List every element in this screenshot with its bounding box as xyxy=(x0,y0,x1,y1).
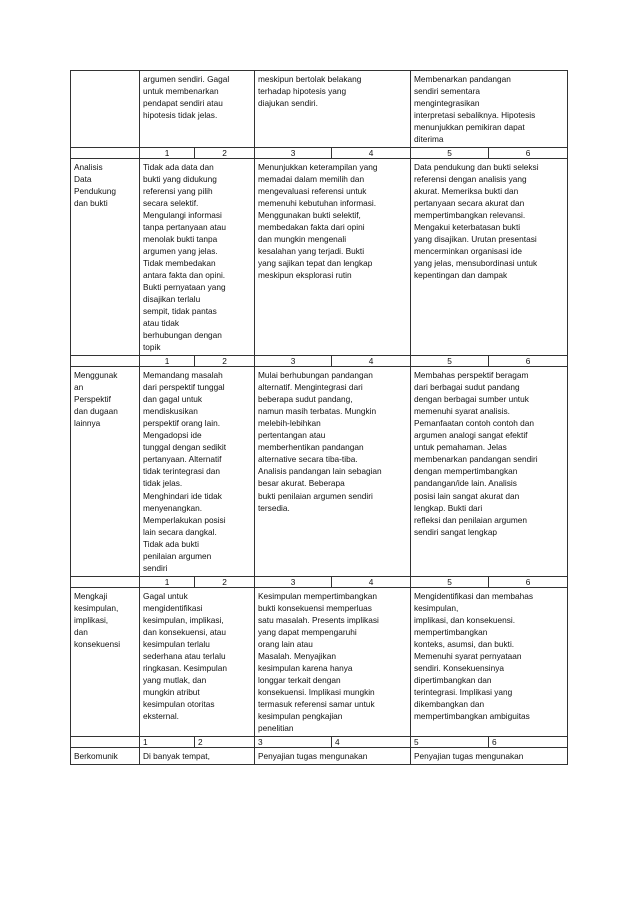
table-row xyxy=(71,747,568,764)
criterion-cell: Menggunak an Perspektif dan dugaan lainnya xyxy=(71,367,140,576)
table-row xyxy=(71,159,568,356)
score-cell: 4 xyxy=(332,148,411,159)
descriptor-mid: Menunjukkan keterampilan yang memadai dalam memilih dan mengevaluasi referensi untuk memenuhi kebutuhan informasi. Menggunakan bukti selektif, membedakan fakta dari opini dan mungkin mengenali kesalahan yang terjadi. Bukti yang sajikan tepat dan lengkap meskipun eksplorasi rutin xyxy=(255,159,411,356)
score-spacer xyxy=(71,356,140,367)
score-cell: 1 xyxy=(140,736,195,747)
score-cell: 1 xyxy=(140,576,195,587)
score-spacer xyxy=(71,148,140,159)
score-row xyxy=(71,356,568,367)
descriptor-low: Di banyak tempat, xyxy=(140,747,255,764)
score-cell: 6 xyxy=(489,576,568,587)
score-cell: 5 xyxy=(411,736,489,747)
table-row xyxy=(71,71,568,148)
score-cell: 3 xyxy=(255,576,332,587)
score-row xyxy=(71,736,568,747)
score-cell: 5 xyxy=(411,576,489,587)
score-cell: 4 xyxy=(332,576,411,587)
descriptor-mid: meskipun bertolak belakang terhadap hipotesis yang diajukan sendiri. xyxy=(255,71,411,148)
table-row xyxy=(71,587,568,736)
descriptor-mid: Mulai berhubungan pandangan alternatif. Mengintegrasi dari beberapa sudut pandang, namun masih terbatas. Mungkin melebih-lebihkan pertentangan atau memberhentikan pandangan alternative secara tiba-tiba. Analisis pandangan lain sebagian besar akurat. Beberapa bukti penilaian argumen sendiri tersedia. xyxy=(255,367,411,576)
descriptor-mid: Penyajian tugas mengunakan xyxy=(255,747,411,764)
descriptor-high: Penyajian tugas mengunakan xyxy=(411,747,568,764)
score-cell: 2 xyxy=(195,148,255,159)
score-cell: 1 xyxy=(140,148,195,159)
rubric-body xyxy=(71,71,568,765)
score-cell: 1 xyxy=(140,356,195,367)
score-cell: 4 xyxy=(332,356,411,367)
criterion-cell: Analisis Data Pendukung dan bukti xyxy=(71,159,140,356)
score-cell: 3 xyxy=(255,736,332,747)
descriptor-high: Membahas perspektif beragam dari berbagai sudut pandang dengan berbagai sumber untuk memenuhi syarat analisis. Pemanfaatan contoh contoh dan argumen analogi sangat efektif untuk pemahaman. Jelas membenarkan pandangan sendiri dengan mempertimbangkan pandangan/ide lain. Analisis posisi lain sangat akurat dan lengkap. Bukti dari refleksi dan penilaian argumen sendiri sangat lengkap xyxy=(411,367,568,576)
descriptor-high: Data pendukung dan bukti seleksi referensi dengan analisis yang akurat. Memeriksa bukti dan pertanyaan secara akurat dan mempertimbangkan relevansi. Mengakui keterbatasan bukti yang disajikan. Urutan presentasi mencerminkan organisasi ide yang jelas, mensubordinasi untuk kepentingan dan dampak xyxy=(411,159,568,356)
descriptor-low: Gagal untuk mengidentifikasi kesimpulan, implikasi, dan konsekuensi, atau kesimpulan terlalu sederhana atau terlalu ringkasan. Kesimpulan yang mutlak, dan mungkin atribut kesimpulan otoritas eksternal. xyxy=(140,587,255,736)
score-cell: 5 xyxy=(411,356,489,367)
score-cell: 2 xyxy=(195,356,255,367)
score-cell: 3 xyxy=(255,356,332,367)
criterion-cell: Berkomunik xyxy=(71,747,140,764)
score-spacer xyxy=(71,576,140,587)
descriptor-low: Tidak ada data dan bukti yang didukung referensi yang pilih secara selektif. Mengulangi informasi tanpa pertanyaan atau menolak bukti tanpa argumen yang jelas. Tidak membedakan antara fakta dan opini. Bukti pernyataan yang disajikan terlalu sempit, tidak pantas atau tidak berhubungan dengan topik xyxy=(140,159,255,356)
score-spacer xyxy=(71,736,140,747)
descriptor-low: Memandang masalah dari perspektif tunggal dan gagal untuk mendiskusikan perspektif orang lain. Mengadopsi ide tunggal dengan sedikit pertanyaan. Alternatif tidak terintegrasi dan tidak jelas. Menghindari ide tidak menyenangkan. Memperlakukan posisi lain secara dangkal. Tidak ada bukti penilaian argumen sendiri xyxy=(140,367,255,576)
table-row xyxy=(71,367,568,576)
criterion-cell xyxy=(71,71,140,148)
criterion-cell: Mengkaji kesimpulan, implikasi, dan konsekuensi xyxy=(71,587,140,736)
score-cell: 5 xyxy=(411,148,489,159)
score-row xyxy=(71,576,568,587)
rubric-table xyxy=(70,70,568,765)
score-row xyxy=(71,148,568,159)
score-cell: 6 xyxy=(489,356,568,367)
descriptor-high: Membenarkan pandangan sendiri sementara mengintegrasikan interpretasi sebaliknya. Hipotesis menunjukkan pemikiran dapat diterima xyxy=(411,71,568,148)
score-cell: 4 xyxy=(332,736,411,747)
descriptor-low: argumen sendiri. Gagal untuk membenarkan pendapat sendiri atau hipotesis tidak jelas. xyxy=(140,71,255,148)
score-cell: 6 xyxy=(489,148,568,159)
score-cell: 6 xyxy=(489,736,568,747)
score-cell: 3 xyxy=(255,148,332,159)
score-cell: 2 xyxy=(195,576,255,587)
score-cell: 2 xyxy=(195,736,255,747)
descriptor-mid: Kesimpulan mempertimbangkan bukti konsekuensi memperluas satu masalah. Presents implikasi yang dapat mempengaruhi orang lain atau Masalah. Menyajikan kesimpulan karena hanya longgar terkait dengan konsekuensi. Implikasi mungkin termasuk referensi samar untuk kesimpulan pengkajian penelitian xyxy=(255,587,411,736)
descriptor-high: Mengidentifikasi dan membahas kesimpulan, implikasi, dan konsekuensi. mempertimbangkan konteks, asumsi, dan bukti. Memenuhi syarat pernyataan sendiri. Konsekuensinya dipertimbangkan dan terintegrasi. Implikasi yang dikembangkan dan mempertimbangkan ambiguitas xyxy=(411,587,568,736)
